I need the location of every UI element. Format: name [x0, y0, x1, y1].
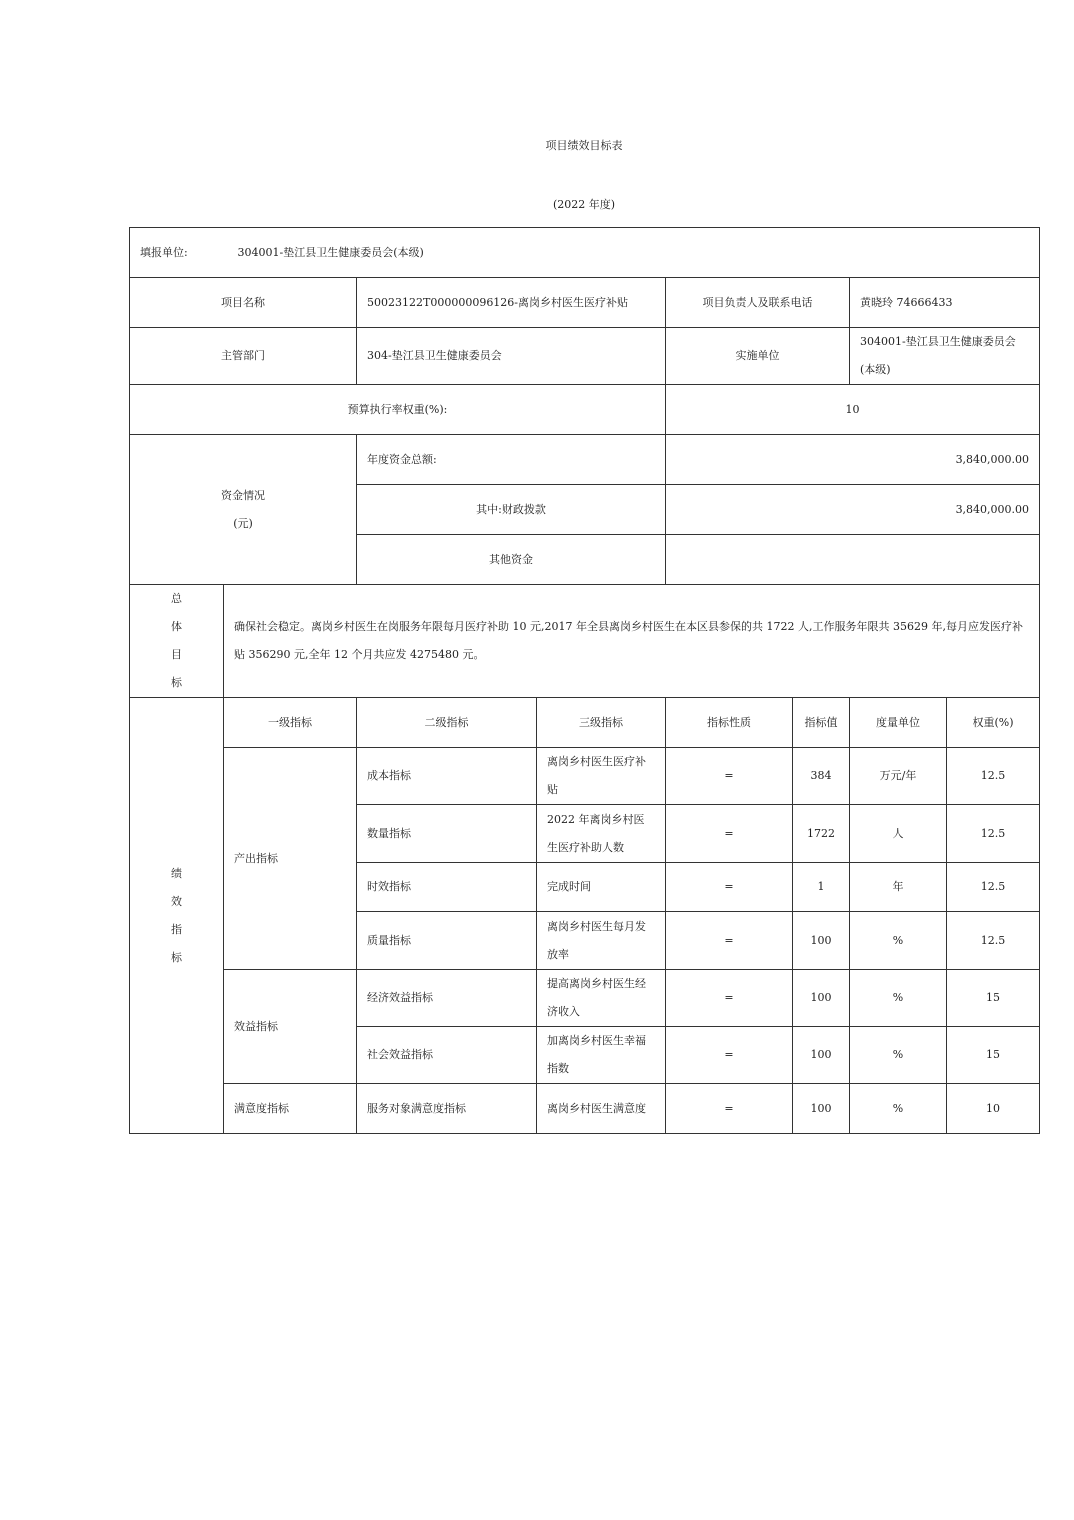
row-level3: 离岗乡村医生每月发放率	[537, 912, 666, 970]
project-row	[130, 278, 1040, 328]
header-nature: 指标性质	[666, 698, 793, 748]
row-unit: 万元/年	[850, 748, 947, 805]
funds-total-label: 年度资金总额:	[357, 435, 666, 485]
row-level2: 经济效益指标	[357, 970, 537, 1027]
project-contact-label: 项目负责人及联系电话	[666, 278, 850, 328]
goal-label-char: 总	[171, 592, 182, 605]
filler-value: 304001-垫江县卫生健康委员会(本级)	[237, 245, 424, 259]
goal-label-char: 体	[171, 620, 182, 633]
funds-total-row	[130, 435, 1040, 485]
dept-row	[130, 328, 1040, 385]
row-nature: =	[666, 970, 793, 1027]
row-weight: 12.5	[947, 863, 1040, 912]
row-level2: 时效指标	[357, 863, 537, 912]
row-level3: 提高离岗乡村医生经济收入	[537, 970, 666, 1027]
budget-weight-label: 预算执行率权重(%):	[130, 385, 666, 435]
row-level2: 数量指标	[357, 805, 537, 863]
row-level2: 社会效益指标	[357, 1027, 537, 1084]
overall-goal-label	[130, 585, 224, 698]
impl-unit-value: 304001-垫江县卫生健康委员会(本级)	[850, 328, 1040, 385]
row-level3: 离岗乡村医生满意度	[537, 1084, 666, 1134]
perf-label-char: 绩	[171, 866, 182, 880]
row-value: 1	[793, 863, 850, 912]
row-value: 384	[793, 748, 850, 805]
page-subtitle-year: (2022 年度)	[552, 198, 616, 211]
page-title: 项目绩效目标表	[545, 139, 623, 152]
filler-cell	[130, 228, 1040, 278]
perf-label-char: 指	[171, 922, 182, 936]
row-weight: 10	[947, 1084, 1040, 1134]
funds-other-label: 其他资金	[357, 535, 666, 585]
filler-label: 填报单位:	[140, 245, 188, 259]
header-value: 指标值	[793, 698, 850, 748]
row-value: 100	[793, 970, 850, 1027]
row-value: 100	[793, 1027, 850, 1084]
row-nature: =	[666, 1084, 793, 1134]
row-unit: %	[850, 1027, 947, 1084]
perf-label-char: 标	[171, 950, 182, 964]
budget-weight-row	[130, 385, 1040, 435]
table-row	[130, 970, 1040, 1027]
row-level3: 2022 年离岗乡村医生医疗补助人数	[537, 805, 666, 863]
row-nature: =	[666, 863, 793, 912]
header-weight: 权重(%)	[947, 698, 1040, 748]
group-benefit: 效益指标	[224, 970, 357, 1084]
row-nature: =	[666, 1027, 793, 1084]
row-unit: %	[850, 1084, 947, 1134]
funds-label: 资金情况	[221, 488, 265, 502]
perf-label-char: 效	[171, 894, 182, 908]
header-unit: 度量单位	[850, 698, 947, 748]
row-level3: 加离岗乡村医生幸福指数	[537, 1027, 666, 1084]
row-weight: 12.5	[947, 805, 1040, 863]
funds-total-value: 3,840,000.00	[666, 435, 1040, 485]
row-unit: 人	[850, 805, 947, 863]
header-level2: 二级指标	[357, 698, 537, 748]
row-weight: 12.5	[947, 748, 1040, 805]
overall-goal-text: 确保社会稳定。离岗乡村医生在岗服务年限每月医疗补助 10 元,2017 年全县离岗乡村医生在本区县参保的共 1722 人,工作服务年限共 35629 年,每月应发医疗补贴 356290 元,全年 12 个月共应发 4275480 元。	[224, 585, 1040, 698]
funds-fiscal-value: 3,840,000.00	[666, 485, 1040, 535]
project-contact-value: 黄晓玲 74666433	[850, 278, 1040, 328]
budget-weight-value: 10	[666, 385, 1040, 435]
row-value: 100	[793, 1084, 850, 1134]
header-level1: 一级指标	[224, 698, 357, 748]
row-value: 100	[793, 912, 850, 970]
performance-goal-table	[129, 227, 1040, 1134]
row-level2: 服务对象满意度指标	[357, 1084, 537, 1134]
row-nature: =	[666, 748, 793, 805]
row-weight: 12.5	[947, 912, 1040, 970]
overall-goal-row	[130, 585, 1040, 698]
dept-label: 主管部门	[130, 328, 357, 385]
perf-label	[130, 698, 224, 1134]
table-row	[130, 748, 1040, 805]
row-level2: 成本指标	[357, 748, 537, 805]
group-satisfaction: 满意度指标	[224, 1084, 357, 1134]
row-level2: 质量指标	[357, 912, 537, 970]
header-level3: 三级指标	[537, 698, 666, 748]
project-name-label: 项目名称	[130, 278, 357, 328]
row-unit: %	[850, 970, 947, 1027]
row-unit: 年	[850, 863, 947, 912]
filler-row	[130, 228, 1040, 278]
goal-label-char: 标	[171, 676, 182, 689]
row-level3: 离岗乡村医生医疗补贴	[537, 748, 666, 805]
dept-value: 304-垫江县卫生健康委员会	[357, 328, 666, 385]
row-level3: 完成时间	[537, 863, 666, 912]
funds-fiscal-label: 其中:财政拨款	[357, 485, 666, 535]
row-weight: 15	[947, 970, 1040, 1027]
funds-unit: (元)	[233, 516, 253, 530]
row-nature: =	[666, 805, 793, 863]
impl-unit-label: 实施单位	[666, 328, 850, 385]
table-row	[130, 1084, 1040, 1134]
perf-header-row	[130, 698, 1040, 748]
row-value: 1722	[793, 805, 850, 863]
row-unit: %	[850, 912, 947, 970]
group-output: 产出指标	[224, 748, 357, 970]
project-name-value: 50023122T000000096126-离岗乡村医生医疗补贴	[357, 278, 666, 328]
row-weight: 15	[947, 1027, 1040, 1084]
goal-label-char: 目	[171, 648, 182, 661]
funds-other-value	[666, 535, 1040, 585]
row-nature: =	[666, 912, 793, 970]
funds-label-cell	[130, 435, 357, 585]
